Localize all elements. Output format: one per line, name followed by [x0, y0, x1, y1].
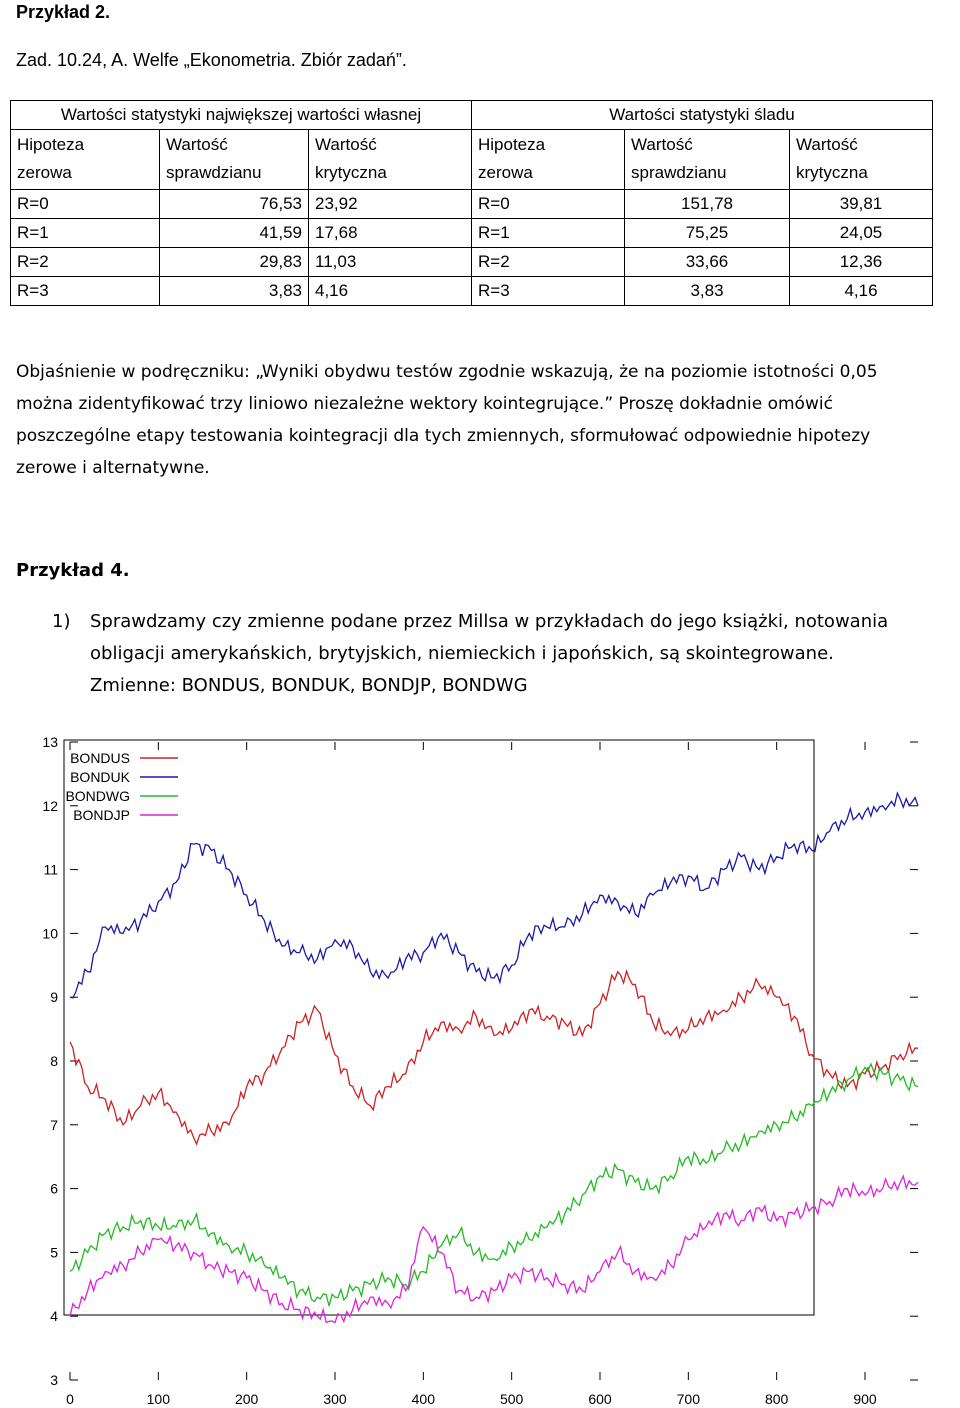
- cell-critical-value: 4,16: [790, 277, 933, 306]
- cell-test-value: 3,83: [160, 277, 309, 306]
- x-tick-label: 400: [411, 1391, 436, 1407]
- cell-critical-value: 11,03: [309, 248, 472, 277]
- cell-test-value: 151,78: [625, 190, 790, 219]
- series-line-bondwg: [70, 1064, 918, 1306]
- header-hypothesis-right: Hipoteza zerowa: [472, 130, 625, 190]
- table-row: [11, 190, 933, 219]
- cell-hypothesis: R=1: [472, 219, 625, 248]
- explanation-line: poszczególne etapy testowania kointegracji dla tych zmiennych, sformułować odpowiednie hipotezy: [16, 426, 871, 446]
- cell-critical-value: 17,68: [309, 219, 472, 248]
- header-critical-value-right: Wartość krytyczna: [790, 130, 933, 190]
- cell-hypothesis: R=0: [11, 190, 160, 219]
- cell-critical-value: 12,36: [790, 248, 933, 277]
- cell-test-value: 75,25: [625, 219, 790, 248]
- legend-label: BONDWG: [65, 788, 130, 804]
- x-tick-label: 200: [234, 1391, 259, 1407]
- y-tick-label: 7: [50, 1116, 58, 1133]
- y-tick-label: 9: [50, 989, 58, 1006]
- x-tick-label: 600: [588, 1391, 612, 1407]
- list-line: Sprawdzamy czy zmienne podane przez Millsa w przykładach do jego książki, notowania: [90, 611, 889, 632]
- heading-example-4: Przykład 4.: [16, 560, 130, 581]
- cell-hypothesis: R=2: [11, 248, 160, 277]
- list-number: 1): [52, 611, 71, 632]
- y-tick-label: 11: [43, 861, 58, 878]
- x-tick-label: 700: [676, 1391, 701, 1407]
- y-tick-label: 5: [50, 1244, 58, 1261]
- heading-example-2: Przykład 2.: [16, 2, 111, 22]
- y-tick-label: 3: [50, 1372, 58, 1388]
- cell-hypothesis: R=1: [11, 219, 160, 248]
- cell-hypothesis: R=2: [472, 248, 625, 277]
- list-line: Zmienne: BONDUS, BONDUK, BONDJP, BONDWG: [90, 675, 528, 696]
- series-line-bondjp: [70, 1176, 918, 1323]
- source-line: Zad. 10.24, A. Welfe „Ekonometria. Zbiór zadań”.: [16, 50, 407, 70]
- table-title-trace: Wartości statystyki śladu: [472, 101, 933, 130]
- x-tick-label: 500: [499, 1391, 524, 1407]
- header-critical-value-left: Wartość krytyczna: [309, 130, 472, 190]
- table-row: [11, 219, 933, 248]
- explanation-paragraph: [16, 356, 946, 484]
- chart-legend: [65, 750, 178, 823]
- list-line: obligacji amerykańskich, brytyjskich, niemieckich i japońskich, są skointegrowane.: [90, 643, 834, 664]
- cell-test-value: 3,83: [625, 277, 790, 306]
- table-row: [11, 248, 933, 277]
- y-tick-label: 12: [42, 797, 58, 814]
- header-hypothesis-left: Hipoteza zerowa: [11, 130, 160, 190]
- series-line-bonduk: [70, 793, 918, 998]
- chart-axes: [42, 734, 918, 1407]
- legend-label: BONDUS: [70, 750, 130, 766]
- cell-critical-value: 24,05: [790, 219, 933, 248]
- y-tick-label: 10: [42, 925, 58, 942]
- cell-test-value: 29,83: [160, 248, 309, 277]
- cell-critical-value: 23,92: [309, 190, 472, 219]
- y-tick-label: 4: [50, 1308, 58, 1325]
- explanation-line: można zidentyfikować trzy liniowo niezależne wektory kointegrujące.” Proszę dokładnie omówić: [16, 394, 833, 414]
- statistics-table: [10, 100, 933, 306]
- x-tick-label: 0: [66, 1391, 74, 1407]
- chart-series: [70, 793, 918, 1323]
- x-tick-label: 100: [146, 1391, 171, 1407]
- explanation-line: zerowe i alternatywne.: [16, 458, 210, 478]
- y-tick-label: 8: [50, 1053, 58, 1069]
- cell-critical-value: 39,81: [790, 190, 933, 219]
- cell-test-value: 41,59: [160, 219, 309, 248]
- series-line-bondus: [70, 971, 918, 1144]
- legend-label: BONDUK: [70, 769, 130, 785]
- y-tick-label: 6: [50, 1180, 58, 1197]
- explanation-line: Objaśnienie w podręczniku: „Wyniki obydwu testów zgodnie wskazują, że na poziomie istotności 0,05: [16, 362, 878, 382]
- y-tick-label: 13: [42, 734, 58, 750]
- cell-hypothesis: R=0: [472, 190, 625, 219]
- cell-test-value: 33,66: [625, 248, 790, 277]
- cell-test-value: 76,53: [160, 190, 309, 219]
- cell-hypothesis: R=3: [472, 277, 625, 306]
- header-test-value-right: Wartość sprawdzianu: [625, 130, 790, 190]
- x-tick-label: 800: [764, 1391, 789, 1407]
- x-tick-label: 300: [323, 1391, 347, 1407]
- legend-label: BONDJP: [73, 807, 130, 823]
- table-title-max-eigenvalue: Wartości statystyki największej wartości własnej: [11, 101, 472, 130]
- table-row: [11, 277, 933, 306]
- x-tick-label: 900: [853, 1391, 877, 1407]
- header-test-value-left: Wartość sprawdzianu: [160, 130, 309, 190]
- cell-hypothesis: R=3: [11, 277, 160, 306]
- cell-critical-value: 4,16: [309, 277, 472, 306]
- bond-yields-chart: [0, 728, 960, 1408]
- table-header-row: [11, 130, 933, 190]
